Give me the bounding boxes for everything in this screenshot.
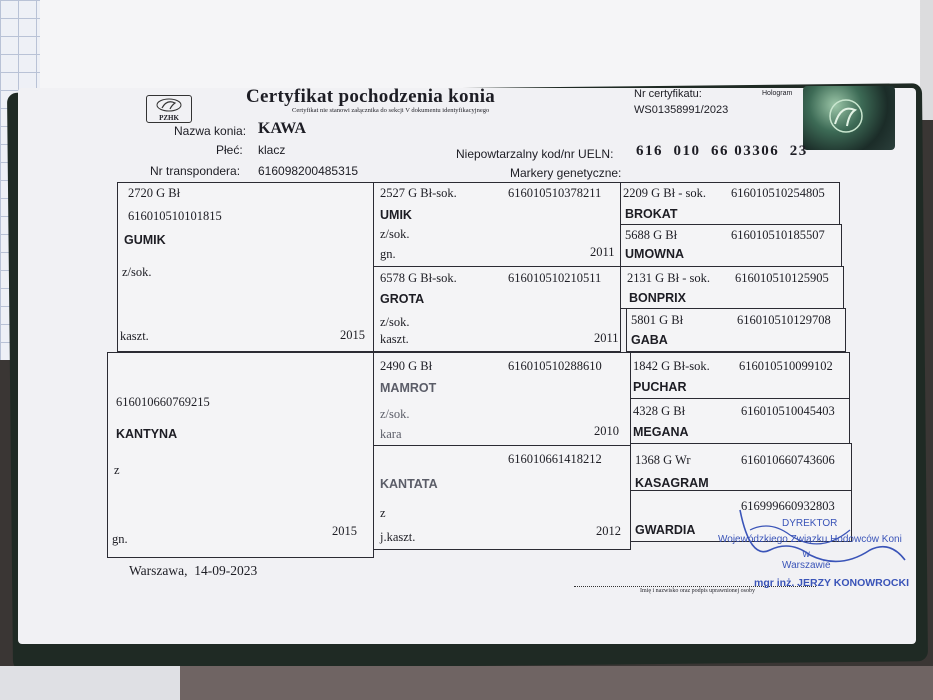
dam-dam-year: 2012: [596, 524, 621, 538]
ds-dam-name: MEGANA: [633, 425, 689, 439]
sire-color: z/sok.: [122, 265, 152, 279]
sire-sire-ueln: 616010510378211: [508, 186, 602, 200]
pedigree-dam-sire-box: [373, 352, 631, 446]
pedigree-sd-dam-box: [626, 308, 846, 352]
logo-text: PZHK: [159, 114, 179, 122]
hologram-horse-icon: [821, 96, 871, 136]
place-date: Warszawa, 14-09-2023: [129, 563, 258, 578]
ds-sire-line1: 1842 G Bł-sok.: [633, 359, 710, 373]
ds-dam-ueln: 616010510045403: [741, 404, 835, 418]
ss-dam-line1: 5688 G Bł: [625, 228, 678, 242]
dam-sire-ueln: 616010510288610: [508, 359, 602, 373]
sire-sire-color: z/sok.: [380, 227, 410, 241]
sd-sire-line1: 2131 G Bł - sok.: [627, 271, 710, 285]
sire-dam-coat: kaszt.: [380, 332, 409, 346]
stamp-name: mgr inż. JERZY KONOWROCKI: [754, 577, 909, 589]
sire-line1: 2720 G Bł: [128, 186, 181, 200]
ss-sire-line1: 2209 G Bł - sok.: [623, 186, 706, 200]
dam-ueln: 616010660769215: [116, 395, 210, 409]
hologram-label: Hologram: [762, 90, 793, 97]
sire-dam-color: z/sok.: [380, 315, 410, 329]
sd-dam-name: GABA: [631, 333, 668, 347]
dam-dam-ueln: 616010661418212: [508, 452, 602, 466]
horse-head-icon: [155, 97, 183, 113]
ds-sire-ueln: 616010510099102: [739, 359, 833, 373]
dd-sire-ueln: 616010660743606: [741, 453, 835, 467]
background-bottom-left: [0, 666, 180, 700]
pedigree-sire-sire-box: [373, 182, 621, 267]
sex-value: klacz: [258, 143, 286, 157]
horse-name-label: Nazwa konia:: [174, 124, 247, 138]
dam-color: z: [114, 463, 120, 477]
sire-coat: kaszt.: [120, 329, 149, 343]
document-subtitle: Certyfikat nie stanowi załącznika do sekcji V dokumentu identyfikacyjnego: [292, 107, 490, 114]
sd-dam-line1: 5801 G Bł: [631, 313, 684, 327]
sire-name: GUMIK: [124, 233, 166, 247]
sire-sire-name: UMIK: [380, 208, 412, 222]
dam-dam-color: z: [380, 506, 386, 520]
pedigree-ss-sire-box: [620, 182, 840, 225]
stamp-organization: Wojewódzkiego Związku Hodowców Koni: [718, 534, 902, 545]
sex-label: Płeć:: [216, 143, 243, 157]
pedigree-ds-sire-box: [630, 352, 850, 399]
ss-dam-ueln: 616010510185507: [731, 228, 825, 242]
pedigree-dam-dam-box: [373, 445, 631, 550]
sd-sire-name: BONPRIX: [629, 291, 686, 305]
dam-sire-coat: kara: [380, 427, 402, 441]
transponder-value: 616098200485315: [258, 164, 359, 178]
sire-ueln: 616010510101815: [128, 209, 222, 223]
dam-sire-name: MAMROT: [380, 381, 437, 395]
dam-name: KANTYNA: [116, 427, 178, 441]
ss-sire-ueln: 616010510254805: [731, 186, 825, 200]
transponder-label: Nr transpondera:: [150, 164, 241, 178]
pzhk-logo: [146, 95, 192, 123]
stamp-title: DYREKTOR: [782, 518, 838, 529]
stamp-city: w Warszawie: [782, 549, 831, 571]
ss-dam-name: UMOWNA: [625, 247, 685, 261]
pedigree-sire-dam-box: [373, 266, 621, 352]
genetic-markers-label: Markery genetyczne:: [510, 166, 622, 180]
dam-year: 2015: [332, 524, 357, 538]
dd-dam-name: GWARDIA: [635, 523, 696, 537]
dd-sire-line1: 1368 G Wr: [635, 453, 691, 467]
dam-dam-coat: j.kaszt.: [380, 530, 416, 544]
sire-sire-line1: 2527 G Bł-sok.: [380, 186, 457, 200]
sire-dam-line1: 6578 G Bł-sok.: [380, 271, 457, 285]
hologram-sticker: [803, 86, 895, 150]
dam-sire-color: z/sok.: [380, 407, 410, 421]
dd-sire-name: KASAGRAM: [635, 476, 709, 490]
ss-sire-name: BROKAT: [625, 207, 678, 221]
dam-sire-year: 2010: [594, 424, 619, 438]
sd-dam-ueln: 616010510129708: [737, 313, 831, 327]
ds-dam-line1: 4328 G Bł: [633, 404, 686, 418]
document-title: Certyfikat pochodzenia konia: [246, 86, 496, 107]
sire-dam-name: GROTA: [380, 292, 425, 306]
cert-number-label: Nr certyfikatu:: [634, 88, 702, 100]
pedigree-ds-dam-box: [630, 398, 850, 444]
background-bottom: [180, 666, 933, 700]
dam-coat: gn.: [112, 532, 128, 546]
sire-sire-coat: gn.: [380, 247, 396, 261]
sd-sire-ueln: 616010510125905: [735, 271, 829, 285]
sire-sire-year: 2011: [590, 245, 615, 259]
ds-sire-name: PUCHAR: [633, 380, 687, 394]
ueln-value: 616 010 66 03306 23: [636, 143, 808, 159]
upper-page: [40, 0, 920, 96]
pedigree-dam-box: [107, 352, 374, 558]
pedigree-dd-sire-box: [630, 443, 852, 491]
ueln-label: Niepowtarzalny kod/nr UELN:: [456, 147, 614, 161]
pedigree-ss-dam-box: [620, 224, 842, 267]
signature-label: Imię i nazwisko oraz podpis uprawnionej osoby: [640, 588, 755, 594]
cert-number: WS01358991/2023: [634, 104, 729, 116]
sire-dam-ueln: 616010510210511: [508, 271, 602, 285]
dd-dam-ueln: 616999660932803: [741, 499, 835, 513]
sire-year: 2015: [340, 328, 365, 342]
dam-dam-name: KANTATA: [380, 477, 438, 491]
dam-sire-line1: 2490 G Bł: [380, 359, 433, 373]
pedigree-sire-box: [117, 182, 374, 352]
horse-name: KAWA: [258, 120, 307, 137]
sire-dam-year: 2011: [594, 331, 619, 345]
pedigree-sd-sire-box: [620, 266, 844, 309]
